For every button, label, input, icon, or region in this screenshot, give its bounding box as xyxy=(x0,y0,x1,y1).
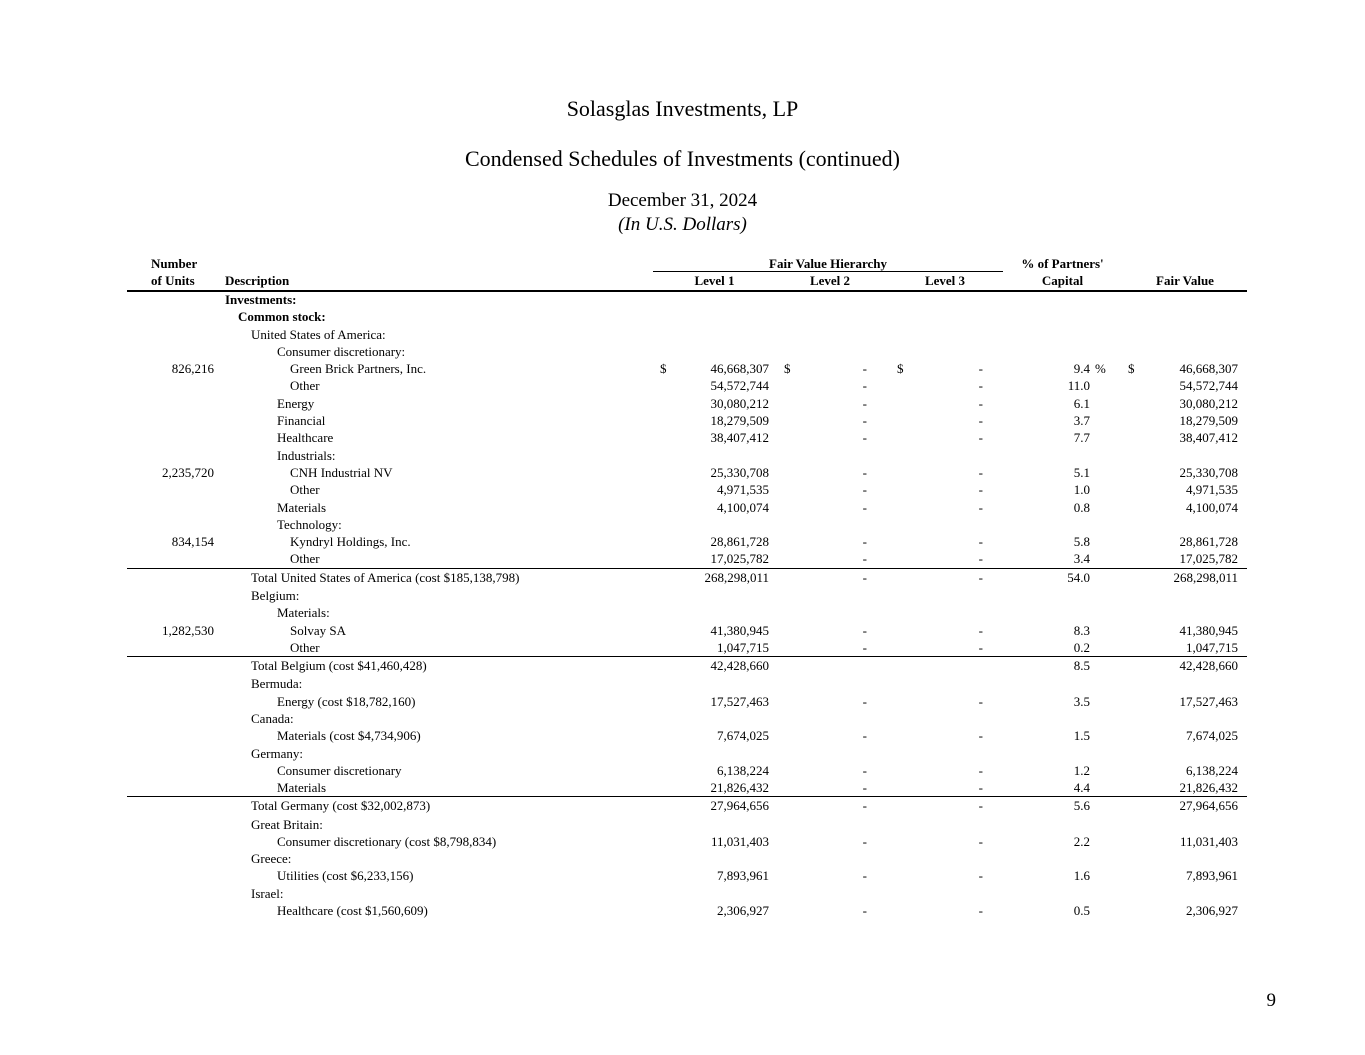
level1-cell: 28,861,728 xyxy=(710,534,769,550)
pct-capital-cell: 1.2 xyxy=(1073,762,1090,778)
l2-dollar-sign: $ xyxy=(784,361,791,377)
description-cell: Bermuda: xyxy=(251,676,303,692)
page-title: Condensed Schedules of Investments (continued) xyxy=(464,146,900,171)
level3-cell: - xyxy=(978,464,983,480)
level1-cell: 42,428,660 xyxy=(710,658,769,674)
fair-value-cell: 42,428,660 xyxy=(1179,658,1238,674)
fair-value-cell: 28,861,728 xyxy=(1179,534,1238,550)
description-cell: Germany: xyxy=(251,745,303,761)
table-row xyxy=(0,308,1365,325)
description-cell: Belgium: xyxy=(251,587,300,603)
report-date: December 31, 2024 xyxy=(607,190,758,211)
fair-value-cell: 18,279,509 xyxy=(1179,413,1238,429)
table-row xyxy=(0,377,1365,394)
level1-cell: 6,138,224 xyxy=(717,762,769,778)
level3-cell: - xyxy=(978,534,983,550)
pct-capital-cell: 0.2 xyxy=(1073,639,1090,655)
hierarchy-underline xyxy=(653,271,1003,272)
level3-cell: - xyxy=(978,413,983,429)
level2-cell: - xyxy=(862,395,867,411)
table-row xyxy=(0,850,1365,867)
company-name: Solasglas Investments, LP xyxy=(566,96,799,121)
page-number: 9 xyxy=(1266,990,1276,1011)
pct-capital-cell: 1.0 xyxy=(1073,482,1090,498)
level2-cell: - xyxy=(862,482,867,498)
level3-cell: - xyxy=(978,798,983,814)
level1-cell: 1,047,715 xyxy=(717,639,769,655)
description-cell: Investments: xyxy=(225,292,297,307)
level3-cell: - xyxy=(978,551,983,567)
table-row xyxy=(0,395,1365,412)
level3-cell: - xyxy=(978,378,983,394)
level2-cell: - xyxy=(862,378,867,394)
fair-value-cell: 54,572,744 xyxy=(1179,378,1238,394)
col-fair-value-hierarchy: Fair Value Hierarchy xyxy=(769,256,887,271)
percent-sign: % xyxy=(1095,361,1106,377)
table-row xyxy=(0,833,1365,850)
description-cell: Common stock: xyxy=(238,309,326,325)
level1-cell: 41,380,945 xyxy=(710,622,769,638)
units-cell: 826,216 xyxy=(171,361,214,377)
level2-cell: - xyxy=(862,569,867,585)
level1-cell: 38,407,412 xyxy=(710,430,769,446)
level2-cell: - xyxy=(862,762,867,778)
level3-cell: - xyxy=(978,693,983,709)
fv-dollar-sign: $ xyxy=(1128,361,1135,377)
fair-value-cell: 27,964,656 xyxy=(1179,798,1238,814)
level1-cell: 25,330,708 xyxy=(710,464,769,480)
level1-cell: 27,964,656 xyxy=(710,798,769,814)
level3-cell: - xyxy=(978,482,983,498)
pct-capital-cell: 5.1 xyxy=(1073,464,1090,480)
table-row xyxy=(0,587,1365,604)
level2-cell: - xyxy=(862,622,867,638)
investment-table xyxy=(0,291,1365,919)
pct-capital-cell: 5.6 xyxy=(1073,798,1090,814)
pct-capital-cell: 0.5 xyxy=(1073,903,1090,919)
fair-value-cell: 38,407,412 xyxy=(1179,430,1238,446)
pct-capital-cell: 54.0 xyxy=(1067,569,1090,585)
table-row xyxy=(0,429,1365,446)
level1-cell: 4,100,074 xyxy=(717,499,769,515)
description-cell: Total Germany (cost $32,002,873) xyxy=(251,798,431,814)
table-row xyxy=(0,779,1365,796)
description-cell: Kyndryl Holdings, Inc. xyxy=(290,534,411,550)
level3-cell: - xyxy=(978,868,983,884)
pct-capital-cell: 9.4 xyxy=(1073,361,1090,377)
units-cell: 834,154 xyxy=(171,534,214,550)
level2-cell: - xyxy=(862,499,867,515)
fair-value-cell: 4,100,074 xyxy=(1186,499,1238,515)
col-description: Description xyxy=(225,273,290,288)
table-row xyxy=(0,499,1365,516)
table-row xyxy=(0,550,1365,567)
table-row xyxy=(0,745,1365,762)
fair-value-cell: 268,298,011 xyxy=(1173,569,1238,585)
level3-cell: - xyxy=(978,639,983,655)
table-row xyxy=(0,464,1365,481)
description-cell: Energy (cost $18,782,160) xyxy=(277,693,416,709)
fair-value-cell: 6,138,224 xyxy=(1186,762,1238,778)
col-fair-value: Fair Value xyxy=(1156,273,1214,288)
table-row xyxy=(0,291,1365,308)
level3-cell: - xyxy=(978,762,983,778)
fair-value-cell: 1,047,715 xyxy=(1186,639,1238,655)
fair-value-cell: 7,893,961 xyxy=(1186,868,1238,884)
fair-value-cell: 17,527,463 xyxy=(1179,693,1238,709)
table-row xyxy=(0,762,1365,779)
level2-cell: - xyxy=(862,551,867,567)
level2-cell: - xyxy=(862,798,867,814)
units-cell: 2,235,720 xyxy=(162,464,214,480)
level2-cell: - xyxy=(862,639,867,655)
level3-cell: - xyxy=(978,395,983,411)
description-cell: Technology: xyxy=(277,516,342,532)
level1-cell: 18,279,509 xyxy=(710,413,769,429)
level2-cell: - xyxy=(862,534,867,550)
currency-note: (In U.S. Dollars) xyxy=(618,214,747,235)
pct-capital-cell: 8.3 xyxy=(1073,622,1090,638)
table-row xyxy=(0,710,1365,727)
table-row xyxy=(0,516,1365,533)
table-row xyxy=(0,533,1365,550)
table-row xyxy=(0,693,1365,710)
description-cell: Total United States of America (cost $185,138,798) xyxy=(251,569,520,585)
table-row xyxy=(0,604,1365,621)
table-row xyxy=(0,675,1365,692)
level2-cell: - xyxy=(862,833,867,849)
col-pct-top: % of Partners' xyxy=(1021,256,1104,271)
level3-cell: - xyxy=(978,569,983,585)
pct-capital-cell: 6.1 xyxy=(1073,395,1090,411)
level1-cell: 21,826,432 xyxy=(710,780,769,796)
table-row xyxy=(0,639,1365,656)
table-row xyxy=(0,412,1365,429)
col-units-bottom: of Units xyxy=(151,273,195,288)
description-cell: Financial xyxy=(277,413,326,429)
description-cell: Materials (cost $4,734,906) xyxy=(277,728,421,744)
description-cell: Israel: xyxy=(251,885,284,901)
table-row xyxy=(0,902,1365,919)
description-cell: Consumer discretionary: xyxy=(277,343,406,359)
col-level1: Level 1 xyxy=(694,273,735,288)
level1-cell: 268,298,011 xyxy=(704,569,769,585)
level2-cell: - xyxy=(862,693,867,709)
description-cell: Other xyxy=(290,482,320,498)
level2-cell: - xyxy=(862,361,867,377)
description-cell: Materials xyxy=(277,499,327,515)
level1-cell: 4,971,535 xyxy=(717,482,769,498)
l3-dollar-sign: $ xyxy=(897,361,904,377)
fair-value-cell: 30,080,212 xyxy=(1179,395,1238,411)
level1-cell: 30,080,212 xyxy=(710,395,769,411)
level3-cell: - xyxy=(978,728,983,744)
table-row xyxy=(0,796,1365,815)
pct-capital-cell: 3.4 xyxy=(1073,551,1090,567)
description-cell: Other xyxy=(290,551,320,567)
pct-capital-cell: 5.8 xyxy=(1073,534,1090,550)
pct-capital-cell: 3.7 xyxy=(1073,413,1090,429)
description-cell: Other xyxy=(290,378,320,394)
table-row xyxy=(0,656,1365,675)
col-units-top: Number xyxy=(151,256,198,271)
fair-value-cell: 21,826,432 xyxy=(1179,780,1238,796)
table-row xyxy=(0,568,1365,587)
pct-capital-cell: 7.7 xyxy=(1073,430,1090,446)
level2-cell: - xyxy=(862,780,867,796)
description-cell: Healthcare (cost $1,560,609) xyxy=(277,903,428,919)
level3-cell: - xyxy=(978,430,983,446)
level3-cell: - xyxy=(978,780,983,796)
pct-capital-cell: 0.8 xyxy=(1073,499,1090,515)
fair-value-cell: 11,031,403 xyxy=(1179,833,1238,849)
level1-cell: 7,893,961 xyxy=(717,868,769,884)
description-cell: Industrials: xyxy=(277,447,336,463)
pct-capital-cell: 8.5 xyxy=(1073,658,1090,674)
fair-value-cell: 41,380,945 xyxy=(1179,622,1238,638)
description-cell: Greece: xyxy=(251,851,292,867)
fair-value-cell: 2,306,927 xyxy=(1186,903,1238,919)
table-row xyxy=(0,867,1365,884)
description-cell: Solvay SA xyxy=(290,622,346,638)
pct-capital-cell: 2.2 xyxy=(1073,833,1090,849)
col-level3: Level 3 xyxy=(924,273,966,288)
description-cell: Canada: xyxy=(251,710,294,726)
level3-cell: - xyxy=(978,361,983,377)
col-level2: Level 2 xyxy=(809,273,851,288)
description-cell: Healthcare xyxy=(277,430,334,446)
level3-cell: - xyxy=(978,499,983,515)
table-row xyxy=(0,360,1365,377)
level2-cell: - xyxy=(862,430,867,446)
description-cell: Materials xyxy=(277,780,327,796)
fair-value-cell: 17,025,782 xyxy=(1179,551,1238,567)
level1-cell: 17,527,463 xyxy=(710,693,769,709)
level3-cell: - xyxy=(978,833,983,849)
units-cell: 1,282,530 xyxy=(162,622,214,638)
level1-cell: 46,668,307 xyxy=(710,361,769,377)
pct-capital-cell: 11.0 xyxy=(1067,378,1090,394)
pct-capital-cell: 4.4 xyxy=(1073,780,1090,796)
level3-cell: - xyxy=(978,622,983,638)
description-cell: United States of America: xyxy=(251,326,386,342)
fair-value-cell: 7,674,025 xyxy=(1186,728,1238,744)
level2-cell: - xyxy=(862,413,867,429)
description-cell: Utilities (cost $6,233,156) xyxy=(277,868,414,884)
fair-value-cell: 46,668,307 xyxy=(1179,361,1238,377)
level2-cell: - xyxy=(862,464,867,480)
table-row xyxy=(0,343,1365,360)
level1-cell: 2,306,927 xyxy=(717,903,769,919)
level2-cell: - xyxy=(862,903,867,919)
pct-capital-cell: 3.5 xyxy=(1073,693,1090,709)
table-row xyxy=(0,326,1365,343)
table-row xyxy=(0,481,1365,498)
level1-cell: 11,031,403 xyxy=(710,833,769,849)
level1-cell: 54,572,744 xyxy=(710,378,769,394)
description-cell: Materials: xyxy=(277,605,330,621)
description-cell: Energy xyxy=(277,395,315,411)
pct-capital-cell: 1.6 xyxy=(1073,868,1090,884)
pct-capital-cell: 1.5 xyxy=(1073,728,1090,744)
description-cell: CNH Industrial NV xyxy=(290,464,393,480)
level2-cell: - xyxy=(862,728,867,744)
description-cell: Great Britain: xyxy=(251,816,323,832)
description-cell: Consumer discretionary xyxy=(277,762,402,778)
table-row xyxy=(0,622,1365,639)
level1-cell: 17,025,782 xyxy=(710,551,769,567)
table-row xyxy=(0,816,1365,833)
col-pct-bottom: Capital xyxy=(1041,273,1084,288)
l1-dollar-sign: $ xyxy=(660,361,667,377)
level1-cell: 7,674,025 xyxy=(717,728,769,744)
description-cell: Total Belgium (cost $41,460,428) xyxy=(251,658,427,674)
level3-cell: - xyxy=(978,903,983,919)
level2-cell: - xyxy=(862,868,867,884)
description-cell: Green Brick Partners, Inc. xyxy=(290,361,427,377)
table-row xyxy=(0,447,1365,464)
table-row xyxy=(0,727,1365,744)
fair-value-cell: 4,971,535 xyxy=(1186,482,1238,498)
description-cell: Consumer discretionary (cost $8,798,834) xyxy=(277,833,497,849)
table-row xyxy=(0,885,1365,902)
description-cell: Other xyxy=(290,639,320,655)
fair-value-cell: 25,330,708 xyxy=(1179,464,1238,480)
